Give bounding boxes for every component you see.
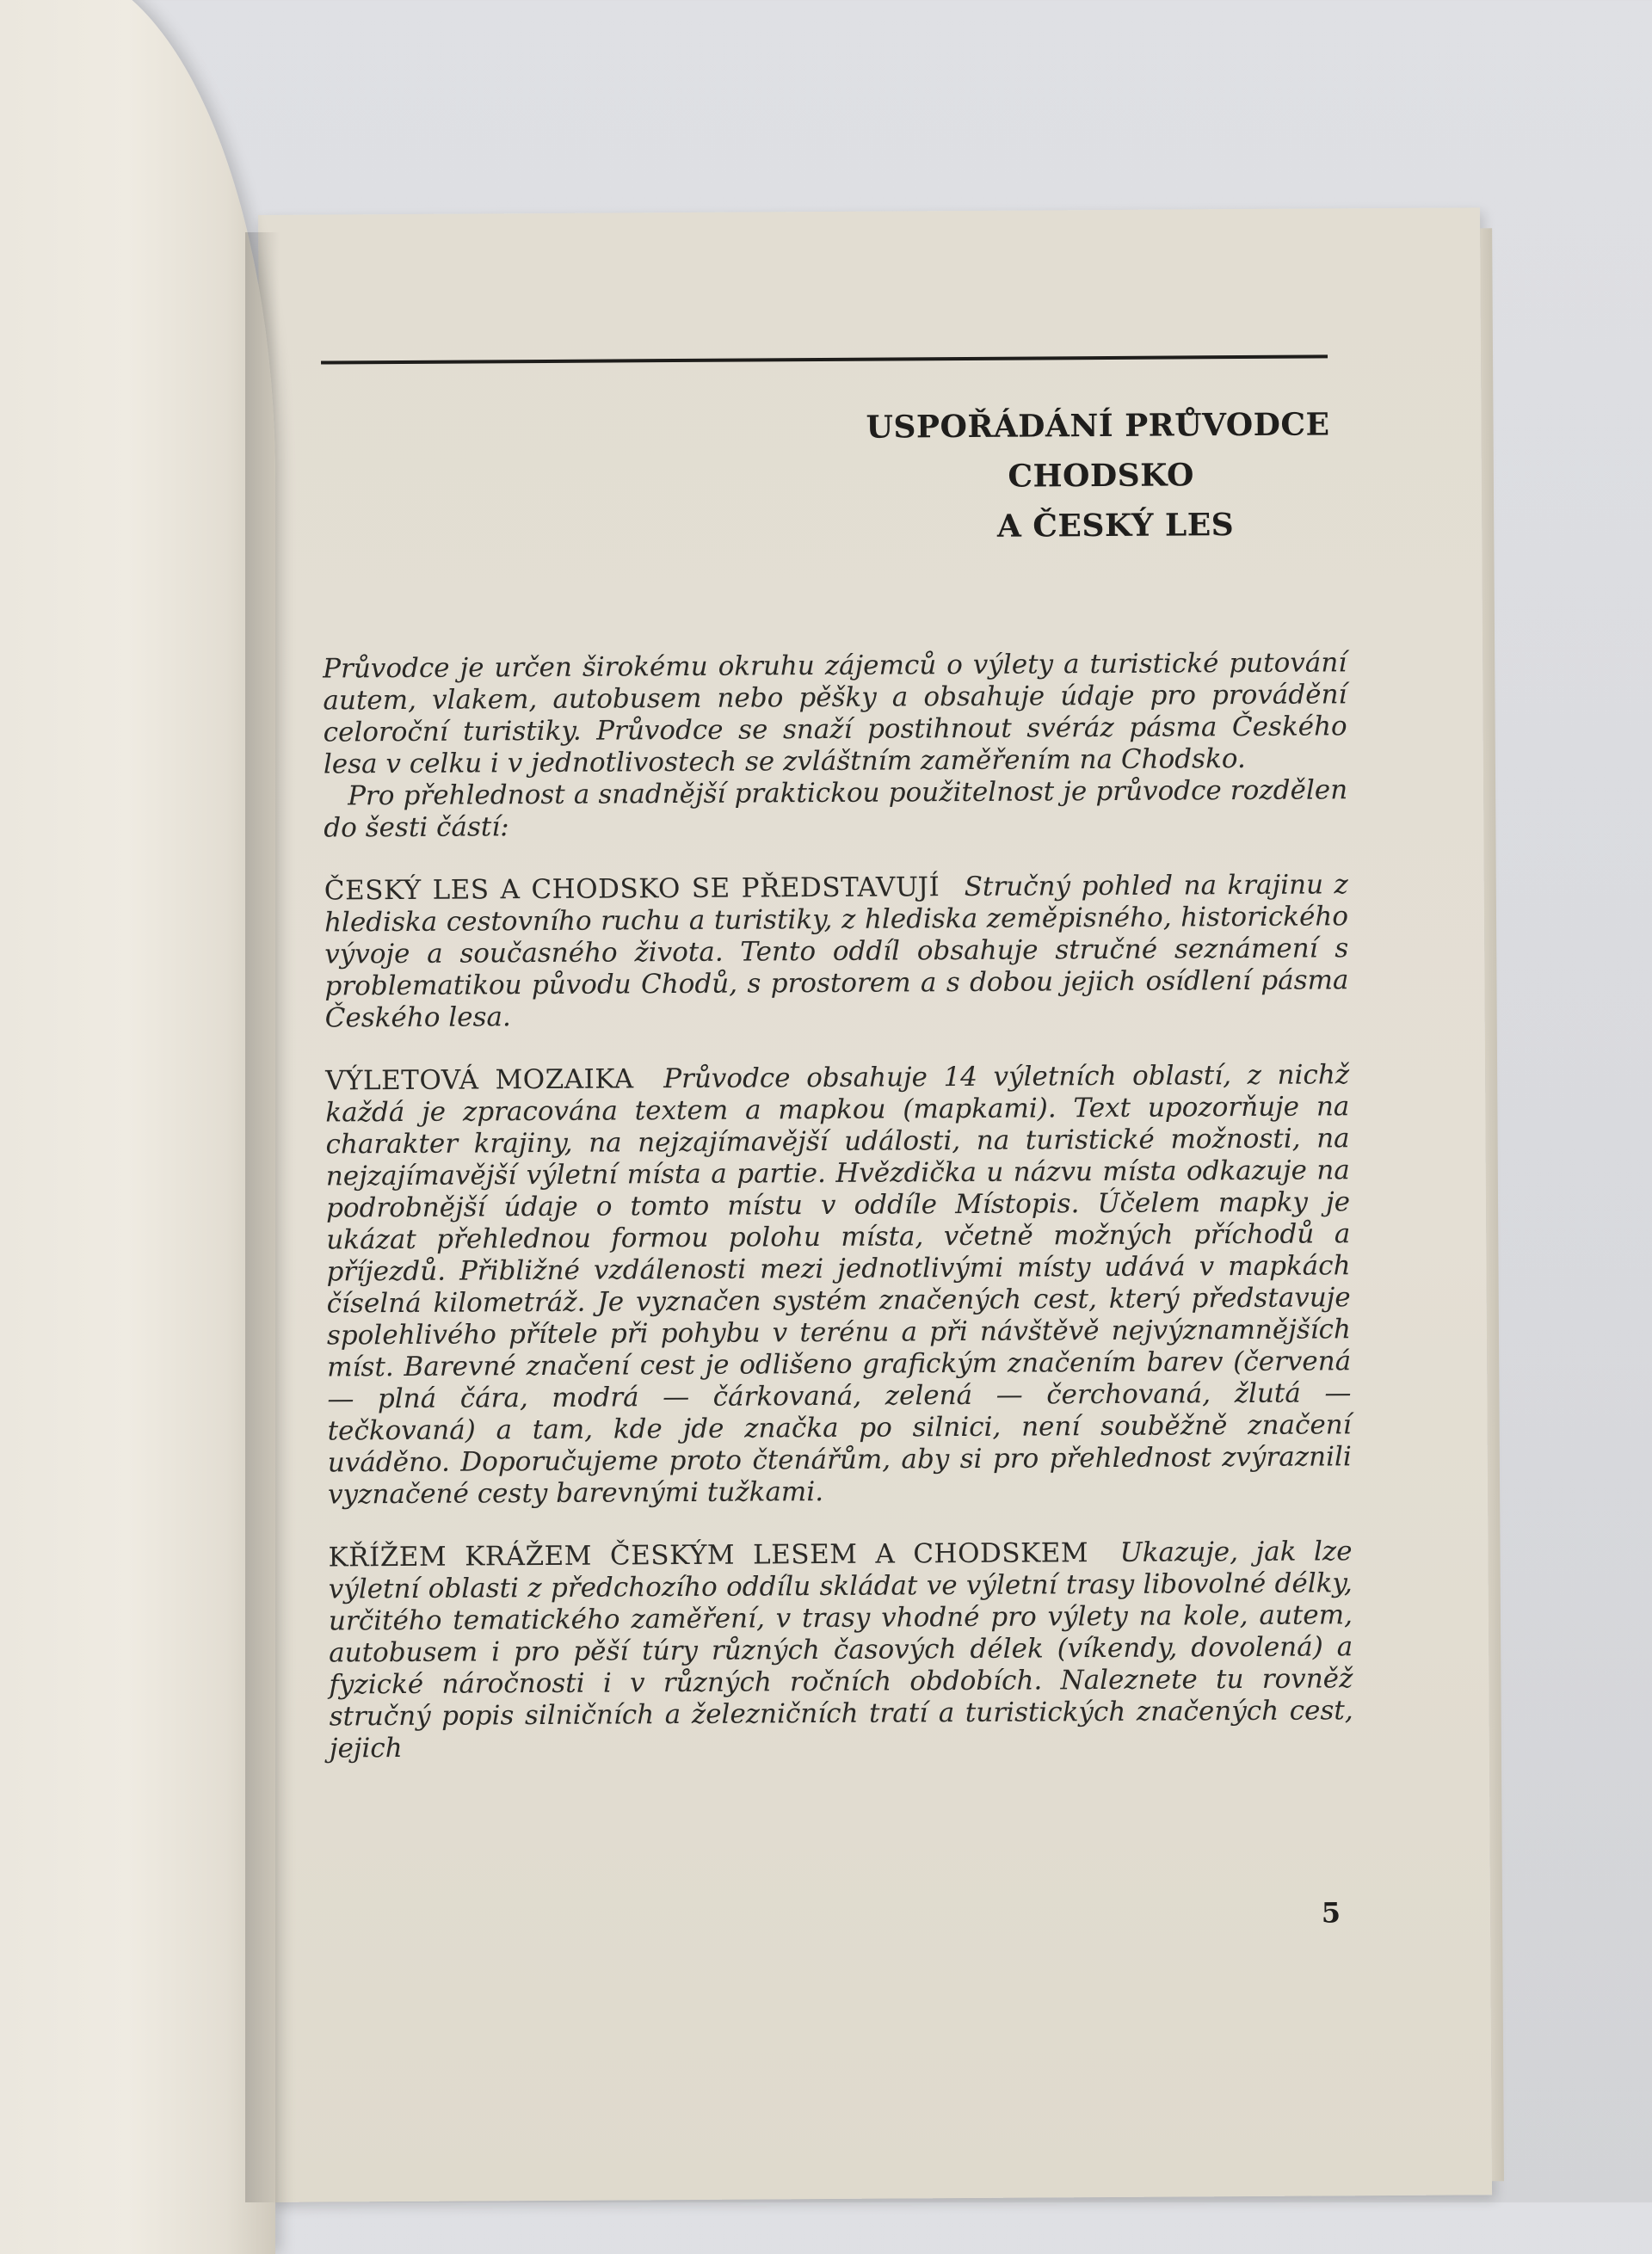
section-text-3: Ukazuje, jak lze výletní oblasti z předchozího oddílu skládat ve výletní trasy libovolné délky, určitého tematického zaměření, v trasy vhodné pro výlety na kole, autem, autobusem i pro pěší túry různých časových délek (víkendy, dovolená) a fyzické náročnosti i v různých ročních obdobích. Naleznete tu rovněž stručný popis silničních a železničních tratí a turistických značených cest, jejich xyxy=(328,1536,1353,1764)
page-edge xyxy=(1480,228,1504,2181)
section-heading-1: ČESKÝ LES A CHODSKO SE PŘEDSTAVUJÍ xyxy=(324,871,954,907)
title-line-2: CHODSKO xyxy=(1008,457,1194,495)
book-gutter xyxy=(245,232,280,2202)
section-text-1: Stručný pohled na krajinu z hlediska cestovního ruchu a turistiky, z hlediska zeměpisného, historického vývoje a současného života. Tento oddíl obsahuje stručné seznámení s problematikou původu Chodů, s prostorem a s dobou jejich osídlení pásma Českého lesa. xyxy=(324,869,1349,1034)
intro-paragraph: Průvodce je určen širokému okruhu zájemců o výlety a turistické putování autem, vlakem, autobusem nebo pěšky a obsahuje údaje pro provádění celoroční turistiky. Průvodce se snaží postihnout svéráz pásma Českého lesa v celku i v jednotlivostech se zvláštním zaměřením na Chodsko. xyxy=(323,647,1347,780)
intro-paragraph-2: Pro přehlednost a snadnější praktickou použitelnost je průvodce rozdělen do šesti částí: xyxy=(324,774,1348,844)
page-number: 5 xyxy=(1321,1896,1341,1930)
section-paragraph-3 xyxy=(328,1536,1353,1764)
right-page xyxy=(258,207,1492,2202)
section-text-2: Průvodce obsahuje 14 výletních oblastí, z nichž každá je zpracována textem a mapkou (mapkami). Text upozorňuje na charakter krajiny, na nejzajímavější události, na turistické možnosti, na nejzajímavější výletní místa a partie. Hvězdička u názvu místa odkazuje na podrobnější údaje o tomto místu v oddíle Místopis. Účelem mapky je ukázat přehlednou formou polohu místa, včetně možných příchodů a příjezdů. Přibližné vzdálenosti mezi jednotlivými místy udává v mapkách číselná kilometráž. Je vyznačen systém značených cest, který představuje spolehlivého přítele při pohybu v terénu a při návštěvě nejvýznamnějších míst. Barevné značení cest je odlišeno grafickým značením barev (červená — plná čára, modrá — čárkovaná, zelená — čerchovaná, žlutá — tečkovaná) a tam, kde jde značka po silnici, není souběžně značení uváděno. Doporučujeme proto čtenářům, aby si pro přehlednost zvýraznili vyznačené cesty barevnými tužkami. xyxy=(325,1059,1352,1511)
left-page xyxy=(0,0,275,2254)
section-heading-3: KŘÍŽEM KRÁŽEM ČESKÝM LESEM A CHODSKEM xyxy=(328,1537,1103,1573)
title-line-1: USPOŘÁDÁNÍ PRŮVODCE xyxy=(866,406,1330,446)
body-text xyxy=(323,647,1353,1764)
section-paragraph-2 xyxy=(325,1059,1352,1511)
header-rule xyxy=(321,354,1328,364)
section-heading-2: VÝLETOVÁ MOZAIKA xyxy=(325,1063,648,1097)
title-line-3: A ČESKÝ LES xyxy=(996,507,1235,545)
section-paragraph-1 xyxy=(324,869,1349,1034)
page-title xyxy=(727,399,1330,552)
